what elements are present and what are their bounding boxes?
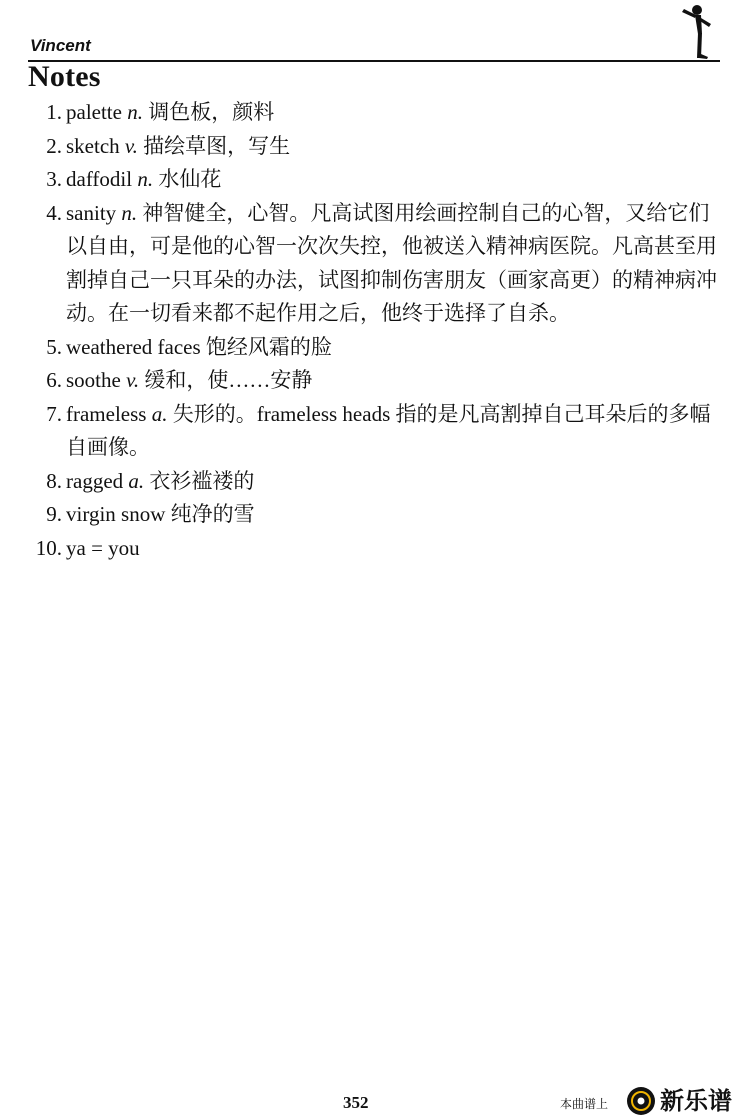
note-part-of-speech: n.: [121, 200, 138, 225]
note-part-of-speech: n.: [127, 100, 143, 124]
note-term: daffodil: [66, 167, 133, 191]
note-item-8: [28, 465, 718, 499]
note-definition: 描绘草图，写生: [143, 133, 291, 158]
note-part-of-speech: v.: [126, 368, 140, 392]
note-number: 6.: [46, 368, 62, 392]
note-item-10: [28, 532, 718, 566]
note-item-9: [28, 498, 718, 532]
note-number: 3.: [46, 167, 62, 191]
note-number: 1.: [46, 100, 62, 124]
notes-list: [28, 96, 718, 565]
note-term: palette: [66, 100, 122, 124]
note-part-of-speech: a.: [151, 401, 168, 426]
note-item-4: [28, 197, 718, 331]
dancer-figure-icon: [680, 2, 714, 60]
note-number: 7.: [46, 401, 62, 426]
note-term: sketch: [66, 133, 120, 158]
note-part-of-speech: n.: [137, 167, 154, 191]
note-part-of-speech: a.: [128, 468, 145, 493]
note-term: virgin snow: [66, 502, 166, 526]
music-disc-icon: [626, 1086, 656, 1116]
note-item-5: [28, 331, 718, 365]
notes-heading: Notes: [28, 60, 101, 93]
note-number: 2.: [46, 133, 62, 158]
note-number: 8.: [46, 468, 62, 493]
note-item-6: [28, 364, 718, 398]
note-number: 5.: [46, 334, 62, 359]
note-definition: 饱经风霜的脸: [205, 334, 332, 359]
note-item-3: [28, 163, 718, 197]
note-term: ragged: [66, 468, 124, 493]
note-term: frameless: [66, 401, 147, 426]
note-number: 4.: [46, 200, 62, 225]
note-term: ya = you: [66, 535, 140, 560]
note-definition: 衣衫褴褛的: [149, 468, 255, 493]
note-item-2: [28, 130, 718, 164]
note-definition: 神智健全，心智。凡高试图用绘画控制自己的心智，又给它们以自由，可是他的心智一次次失控，他被送入精神病医院。凡高甚至用割掉自己一只耳朵的办法，试图抑制伤害朋友（画家高更）的精神病冲动。在一切看来都不起作用之后，他终于选择了自杀。: [66, 200, 717, 325]
watermark-brand: 新乐谱: [660, 1087, 732, 1115]
note-number: 9.: [46, 502, 62, 526]
note-part-of-speech: v.: [124, 133, 138, 158]
note-definition: 纯净的雪: [170, 502, 255, 526]
running-title: Vincent: [30, 36, 91, 55]
note-definition: 失形的。frameless heads 指的是凡高割掉自己耳朵后的多幅自画像。: [66, 401, 711, 459]
note-definition: 水仙花: [158, 167, 222, 191]
site-watermark: [560, 1086, 745, 1116]
note-definition: 缓和，使……安静: [144, 368, 313, 392]
page-number: 352: [343, 1093, 369, 1112]
note-term: weathered faces: [66, 334, 201, 359]
note-item-1: [28, 96, 718, 130]
page-header: [28, 26, 720, 62]
watermark-caption: 本曲谱上: [560, 1097, 609, 1111]
note-number: 10.: [35, 535, 62, 560]
note-item-7: [28, 398, 718, 465]
note-definition: 调色板，颜料: [148, 100, 275, 124]
note-term: soothe: [66, 368, 121, 392]
note-term: sanity: [66, 200, 117, 225]
